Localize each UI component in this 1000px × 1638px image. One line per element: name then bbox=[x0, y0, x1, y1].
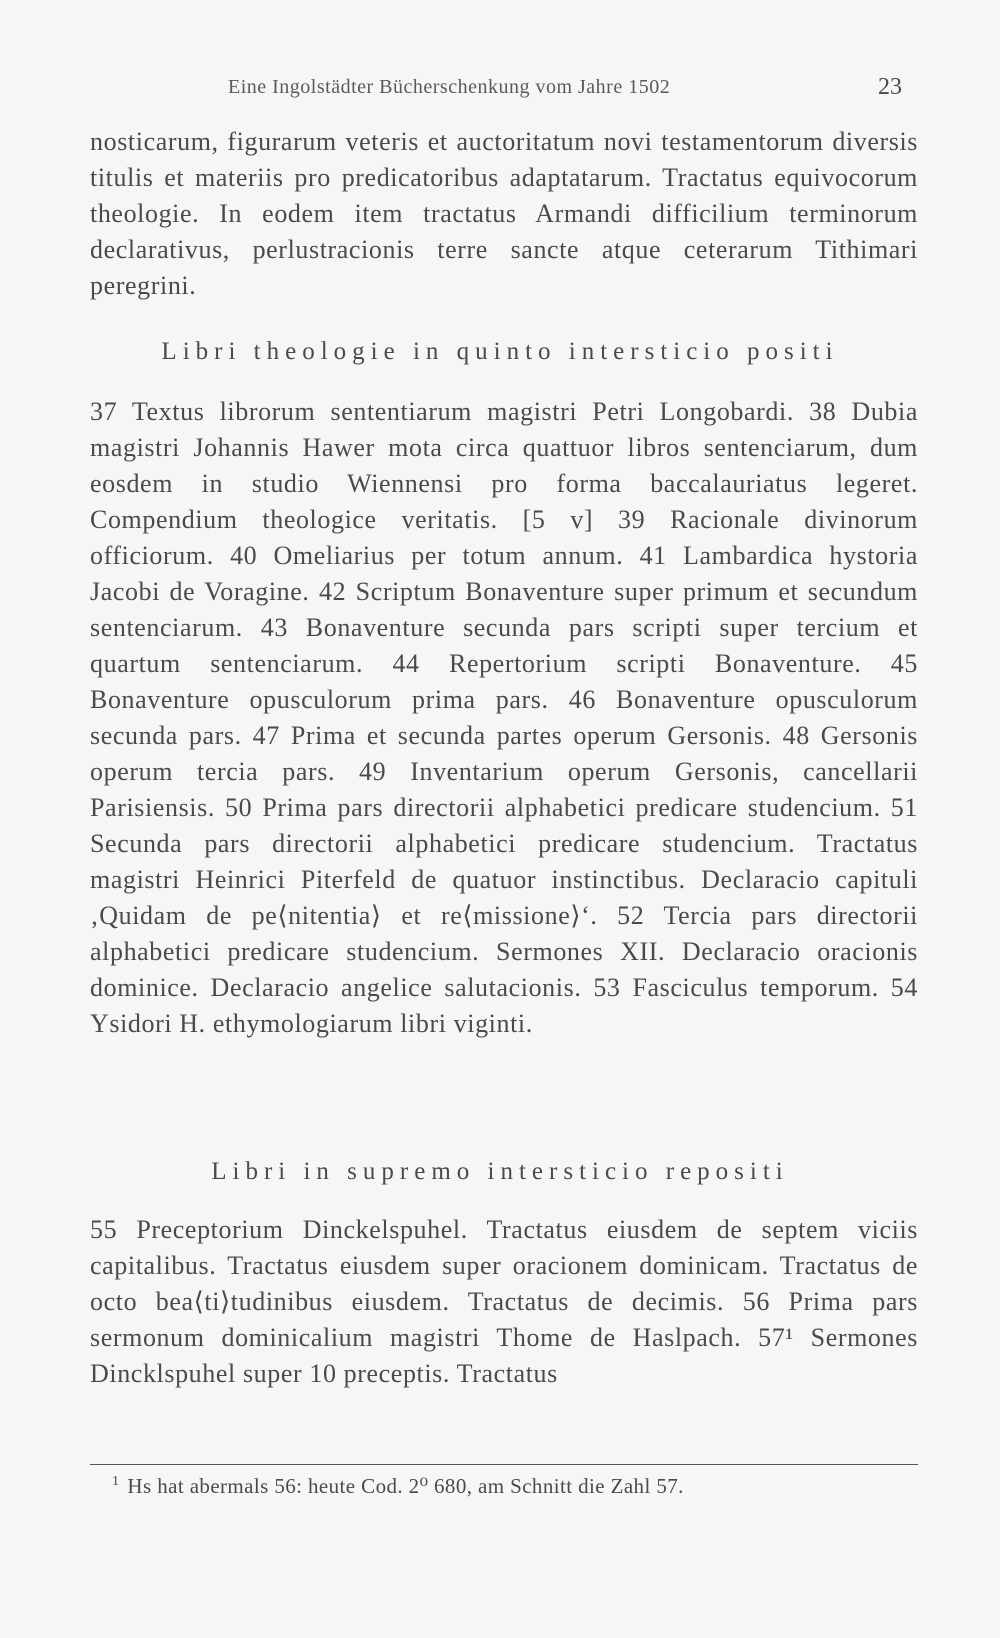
paragraph-supremo-intersticio: 55 Preceptorium Dinckelspuhel. Tractatus eiusdem de septem viciis capitalibus. Tractatus eiusdem super oracionem dominicam. Tractatus de octo bea⟨ti⟩tudinibus eiusdem. Tractatus de decimis. 56 Prima pars sermonum dominicalium magistri Thome de Haslpach. 57¹ Sermones Dincklspuhel super 10 preceptis. Tractatus bbox=[90, 1215, 918, 1388]
page-number: 23 bbox=[878, 74, 902, 100]
footnote-marker: 1 bbox=[112, 1474, 120, 1489]
paragraph-continuation: nosticarum, figurarum veteris et auctoritatum novi testamentorum diversis titulis et materiis pro predicatoribus adaptatarum. Tractatus equivocorum theologie. In eodem item tractatus Armandi difficilium terminorum declarativus, perlustracionis terre sancte atque ceterarum Tithimari peregrini. bbox=[90, 127, 918, 300]
paragraph-quinto-intersticio: 37 Textus librorum sententiarum magistri Petri Longobardi. 38 Dubia magistri Johannis Hawer mota circa quattuor libros sentenciarum, dum eosdem in studio Wiennensi pro forma baccalauriatus legeret. Compendium theologice veritatis. [5 v] 39 Racionale divinorum officiorum. 40 Omeliarius per totum annum. 41 Lambardica hystoria Jacobi de Voragine. 42 Scriptum Bonaventure super primum et secundum sentenciarum. 43 Bonaventure secunda pars scripti super tercium et quartum sentenciarum. 44 Repertorium scripti Bonaventure. 45 Bonaventure opusculorum prima pars. 46 Bonaventure opusculorum secunda pars. 47 Prima et secunda partes operum Gersonis. 48 Gersonis operum tercia pars. 49 Inventarium operum Gersonis, cancellarii Parisiensis. 50 Prima pars directorii alphabetici predicare studencium. 51 Secunda pars directorii alphabetici predicare studencium. Tractatus magistri Heinrici Piterfeld de quatuor instinctibus. Declaracio capituli ‚Quidam de pe⟨nitentia⟩ et re⟨missione⟩‘. 52 Tercia pars directorii alphabetici predicare studencium. Sermones XII. Declaracio oracionis dominice. Declaracio angelice salutacionis. 53 Fasciculus temporum. 54 Ysidori H. ethymologiarum libri viginti. bbox=[90, 397, 918, 1038]
footnote bbox=[112, 1474, 684, 1499]
section-heading-quinto: Libri theologie in quinto intersticio positi bbox=[161, 338, 839, 365]
section-heading-supremo: Libri in supremo intersticio repositi bbox=[211, 1158, 789, 1185]
footnote-divider bbox=[90, 1464, 918, 1465]
footnote-text: Hs hat abermals 56: heute Cod. 2⁰ 680, am Schnitt die Zahl 57. bbox=[127, 1474, 684, 1498]
running-title: Eine Ingolstädter Bücherschenkung vom Jahre 1502 bbox=[228, 76, 671, 98]
